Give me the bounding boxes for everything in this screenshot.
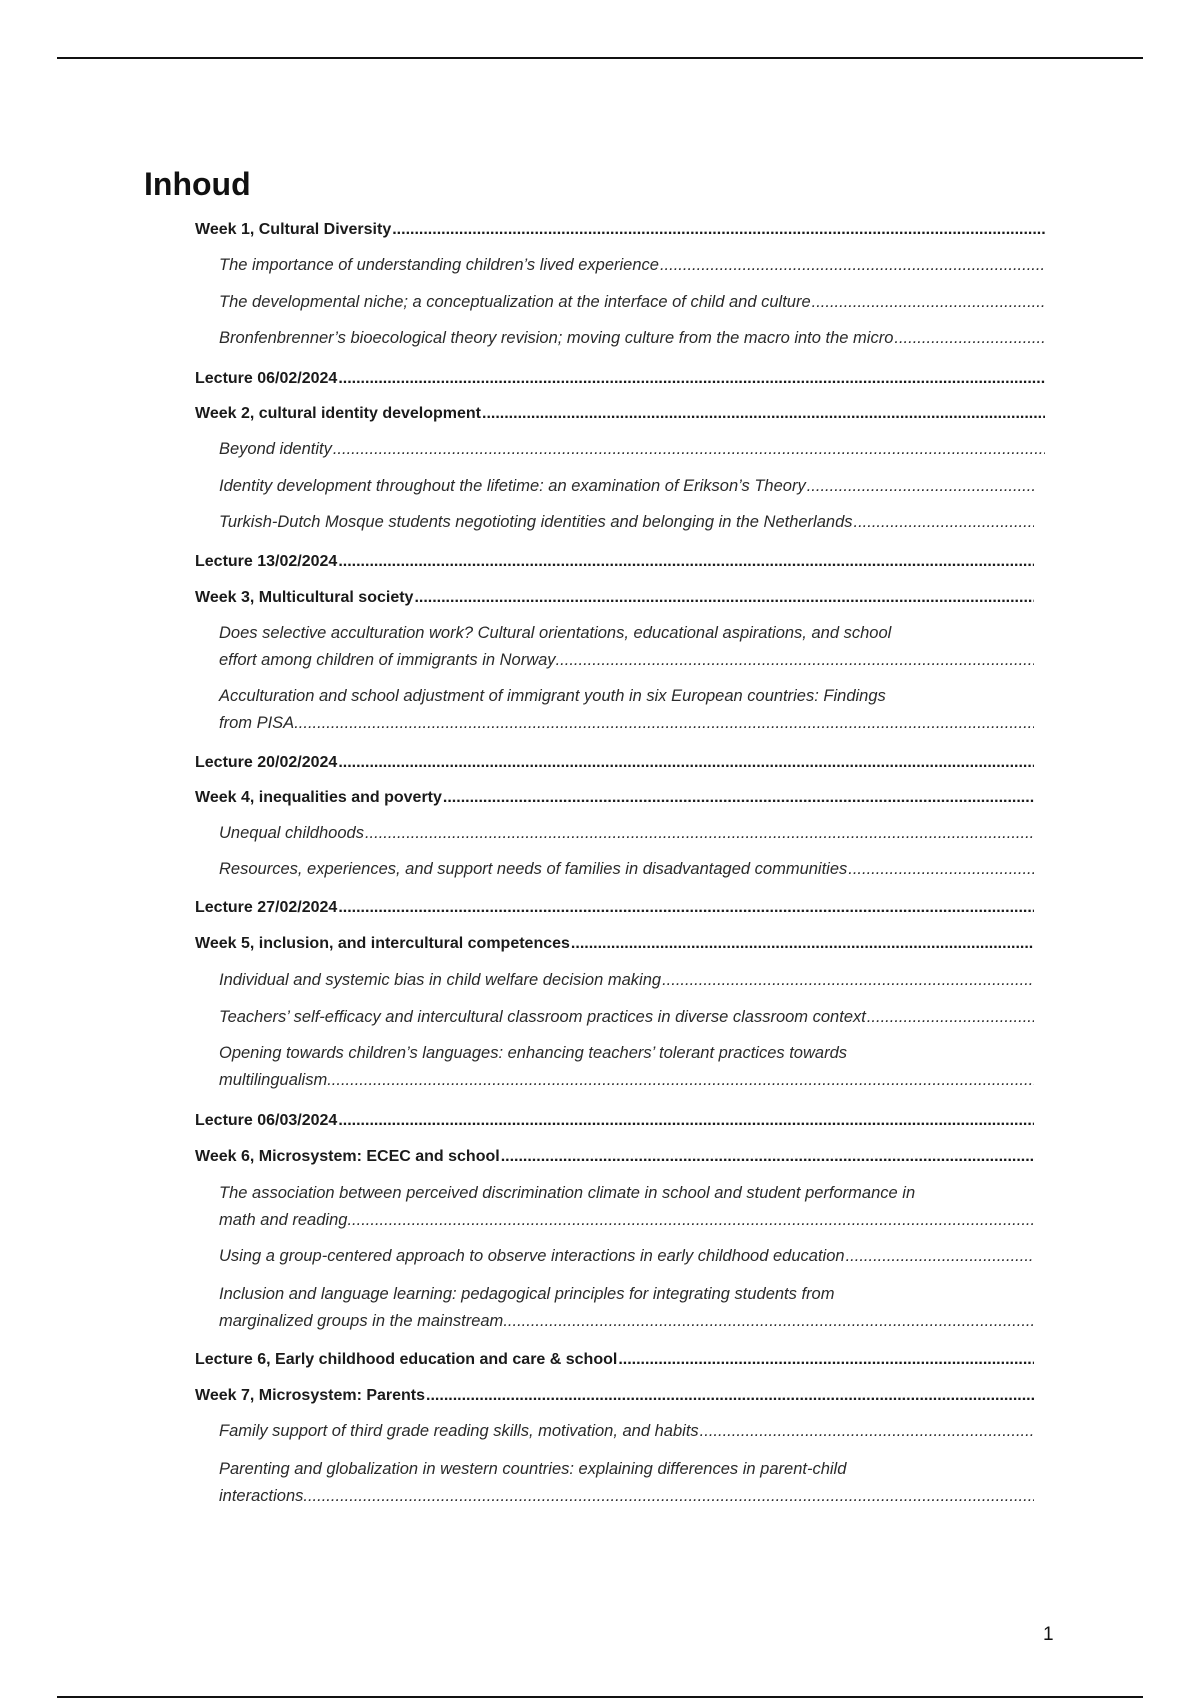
toc-leader-dots (414, 584, 1034, 611)
toc-entry[interactable] (219, 820, 1034, 847)
toc-entry-text-cont: math and reading (219, 1211, 348, 1229)
toc-leader-dots (662, 967, 1034, 994)
toc-leader-dots (501, 1143, 1034, 1170)
toc-entry[interactable] (219, 1418, 1034, 1445)
toc-entry-text: Turkish-Dutch Mosque students negotioting identities and belonging in the Netherlands (219, 513, 853, 531)
toc-entry-text: Does selective acculturation work? Cultural orientations, educational aspirations, and school (219, 624, 892, 642)
toc-entry[interactable] (219, 620, 1034, 674)
toc-entry-text: Week 7, Microsystem: Parents (195, 1387, 426, 1404)
toc-leader-dots (618, 1346, 1034, 1373)
toc-entry[interactable] (219, 967, 1034, 994)
toc-leader-dots (327, 1067, 1034, 1094)
toc-leader-dots (443, 784, 1034, 811)
toc-leader-dots (854, 509, 1034, 536)
toc-entry-text: Unequal childhoods (219, 824, 364, 842)
toc-entry[interactable] (195, 894, 1034, 921)
toc-leader-dots (347, 1207, 1034, 1234)
toc-entry-text: The developmental niche; a conceptualization at the interface of child and culture (219, 293, 811, 311)
toc-entry-text: The importance of understanding children’s lived experience (219, 256, 659, 274)
toc-leader-dots (812, 289, 1045, 316)
header-rule (57, 57, 1143, 59)
toc-leader-dots (700, 1418, 1034, 1445)
toc-entry-text: Week 1, Cultural Diversity (195, 221, 392, 238)
toc-entry[interactable] (219, 1004, 1034, 1031)
toc-entry[interactable] (219, 473, 1034, 500)
toc-leader-dots (867, 1004, 1034, 1031)
toc-leader-dots (338, 1107, 1034, 1134)
toc-entry[interactable] (195, 749, 1034, 776)
toc-entry[interactable] (219, 1040, 1034, 1094)
toc-entry[interactable] (195, 1143, 1034, 1170)
toc-leader-dots (660, 252, 1045, 279)
toc-heading: Inhoud (144, 166, 251, 202)
toc-entry[interactable] (195, 1107, 1034, 1134)
toc-leader-dots (338, 894, 1034, 921)
toc-entry-text: Lecture 27/02/2024 (195, 899, 338, 916)
toc-leader-dots (294, 710, 1034, 737)
toc-leader-dots (846, 1243, 1034, 1270)
toc-entry-text-cont: marginalized groups in the mainstream (219, 1312, 504, 1330)
toc-entry[interactable] (195, 1346, 1034, 1373)
toc-entry-text: Week 4, inequalities and poverty (195, 789, 442, 806)
toc-leader-dots (894, 325, 1045, 352)
toc-entry[interactable] (195, 365, 1045, 392)
toc-entry-text-cont: interactions (219, 1487, 304, 1505)
toc-entry[interactable] (219, 1281, 1034, 1335)
toc-leader-dots (807, 473, 1034, 500)
toc-entry[interactable] (219, 509, 1034, 536)
toc-entry[interactable] (195, 930, 1034, 957)
toc-leader-dots (338, 548, 1034, 575)
footer-rule (57, 1696, 1143, 1698)
toc-entry-text-cont: effort among children of immigrants in Norway (219, 651, 556, 669)
toc-leader-dots (482, 400, 1045, 427)
toc-leader-dots (571, 930, 1034, 957)
toc-leader-dots (848, 856, 1034, 883)
toc-entry-text: Lecture 06/03/2024 (195, 1112, 338, 1129)
toc-entry[interactable] (195, 216, 1045, 243)
toc-leader-dots (503, 1308, 1034, 1335)
toc-entry[interactable] (195, 548, 1034, 575)
toc-leader-dots (338, 365, 1045, 392)
toc-entry[interactable] (219, 1456, 1034, 1510)
toc-entry-text: Teachers’ self-efficacy and intercultural classroom practices in diverse classroom context (219, 1008, 866, 1026)
toc-entry[interactable] (219, 252, 1045, 279)
toc-entry-text: Individual and systemic bias in child welfare decision making (219, 971, 662, 989)
toc-entry-text-cont: from PISA (219, 714, 295, 732)
toc-entry-text: The association between perceived discrimination climate in school and student performance in (219, 1184, 916, 1202)
toc-entry-text: Inclusion and language learning: pedagogical principles for integrating students from (219, 1285, 835, 1303)
toc-entry-text: Lecture 20/02/2024 (195, 754, 338, 771)
toc-leader-dots (392, 216, 1045, 243)
toc-entry[interactable] (219, 856, 1034, 883)
toc-leader-dots (365, 820, 1034, 847)
page-number: 1 (1043, 1624, 1054, 1645)
toc-entry-text: Opening towards children’s languages: enhancing teachers’ tolerant practices towards (219, 1044, 847, 1062)
toc-entry-text: Lecture 06/02/2024 (195, 370, 338, 387)
toc-entry-text-cont: multilingualism (219, 1071, 328, 1089)
toc-entry[interactable] (195, 784, 1034, 811)
toc-entry-text: Identity development throughout the lifetime: an examination of Erikson’s Theory (219, 477, 806, 495)
toc-entry-text: Lecture 6, Early childhood education and care & school (195, 1351, 618, 1368)
toc-entry[interactable] (219, 1180, 1034, 1234)
toc-leader-dots (333, 436, 1045, 463)
toc-leader-dots (556, 647, 1034, 674)
toc-entry-text: Using a group-centered approach to observe interactions in early childhood education (219, 1247, 845, 1265)
toc-entry-text: Lecture 13/02/2024 (195, 553, 338, 570)
toc-entry[interactable] (219, 289, 1045, 316)
toc-entry-text: Week 6, Microsystem: ECEC and school (195, 1148, 500, 1165)
toc-leader-dots (426, 1382, 1034, 1409)
toc-entry[interactable] (219, 1243, 1034, 1270)
toc-entry[interactable] (195, 1382, 1034, 1409)
toc-entry-text: Family support of third grade reading skills, motivation, and habits (219, 1422, 699, 1440)
toc-entry-text: Acculturation and school adjustment of immigrant youth in six European countries: Findings (219, 687, 886, 705)
toc-entry-text: Parenting and globalization in western countries: explaining differences in parent-child (219, 1460, 847, 1478)
toc-entry-text: Week 2, cultural identity development (195, 405, 481, 422)
toc-entry-text: Beyond identity (219, 440, 332, 458)
toc-entry[interactable] (219, 325, 1045, 352)
toc-entry[interactable] (195, 584, 1034, 611)
toc-leader-dots (303, 1483, 1034, 1510)
toc-entry[interactable] (219, 436, 1045, 463)
toc-leader-dots (338, 749, 1034, 776)
toc-entry-text: Week 3, Multicultural society (195, 589, 414, 606)
toc-entry-text: Week 5, inclusion, and intercultural competences (195, 935, 570, 952)
toc-entry-text: Bronfenbrenner’s bioecological theory revision; moving culture from the macro into the micro (219, 329, 894, 347)
toc-entry[interactable] (195, 400, 1045, 427)
toc-entry[interactable] (219, 683, 1034, 737)
toc-entry-text: Resources, experiences, and support needs of families in disadvantaged communities (219, 860, 848, 878)
